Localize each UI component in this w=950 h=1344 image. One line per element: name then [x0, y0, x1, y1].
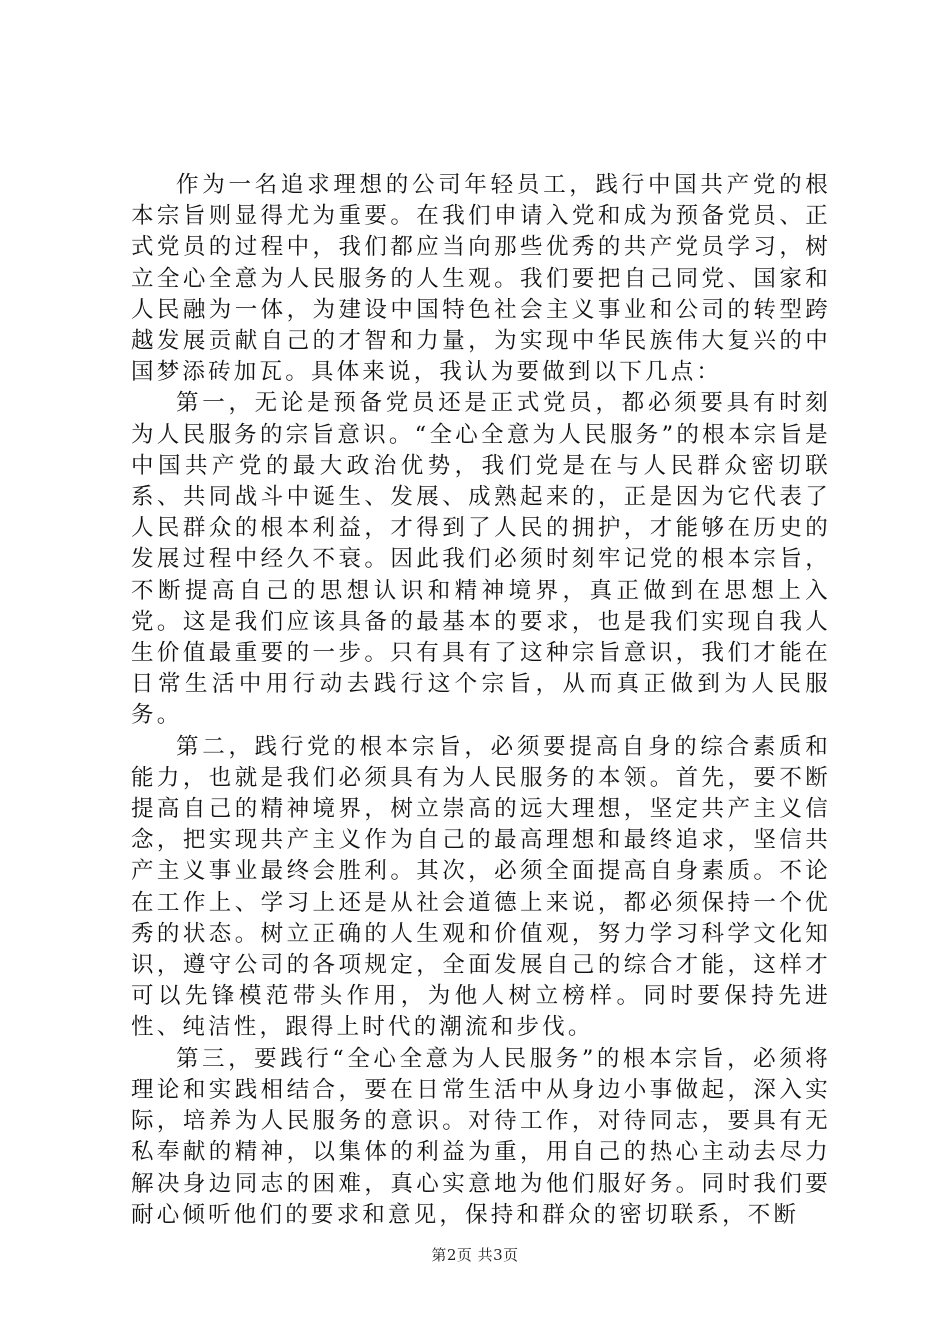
page-number-footer: 第2页 共3页 — [431, 1246, 519, 1264]
paragraph-first-point: 第一，无论是预备党员还是正式党员，都必须要具有时刻为人民服务的宗旨意识。“全心全意为人民服务”的根本宗旨是中国共产党的最大政治优势，我们党是在与人民群众密切联系、共同战斗中诞生、发展、成熟起来的，正是因为它代表了人民群众的根本利益，才得到了人民的拥护，才能够在历史的发展过程中经久不衰。因此我们必须时刻牢记党的根本宗旨，不断提高自己的思想认识和精神境界，真正做到在思想上入党。这是我们应该具备的最基本的要求，也是我们实现自我人生价值最重要的一步。只有具有了这种宗旨意识，我们才能在日常生活中用行动去践行这个宗旨，从而真正做到为人民服务。 — [131, 390, 831, 729]
document-body — [131, 170, 831, 1231]
paragraph-third-point: 第三，要践行“全心全意为人民服务”的根本宗旨，必须将理论和实践相结合，要在日常生活中从身边小事做起，深入实际，培养为人民服务的意识。对待工作，对待同志，要具有无私奉献的精神，以集体的利益为重，用自己的热心主动去尽力解决身边同志的困难，真心实意地为他们服好务。同时我们要耐心倾听他们的要求和意见，保持和群众的密切联系，不断 — [131, 1045, 831, 1228]
paragraph-intro: 作为一名追求理想的公司年轻员工，践行中国共产党的根本宗旨则显得尤为重要。在我们申请入党和成为预备党员、正式党员的过程中，我们都应当向那些优秀的共产党员学习，树立全心全意为人民服务的人生观。我们要把自己同党、国家和人民融为一体，为建设中国特色社会主义事业和公司的转型跨越发展贡献自己的才智和力量，为实现中华民族伟大复兴的中国梦添砖加瓦。具体来说，我认为要做到以下几点： — [131, 172, 831, 386]
paragraph-second-point: 第二，践行党的根本宗旨，必须要提高自身的综合素质和能力，也就是我们必须具有为人民服务的本领。首先，要不断提高自己的精神境界，树立崇高的远大理想，坚定共产主义信念，把实现共产主义作为自己的最高理想和最终追求，坚信共产主义事业最终会胜利。其次，必须全面提高自身素质。不论在工作上、学习上还是从社会道德上来说，都必须保持一个优秀的状态。树立正确的人生观和价值观，努力学习科学文化知识，遵守公司的各项规定，全面发展自己的综合才能，这样才可以先锋模范带头作用，为他人树立榜样。同时要保持先进性、纯洁性，跟得上时代的潮流和步伐。 — [131, 733, 831, 1041]
